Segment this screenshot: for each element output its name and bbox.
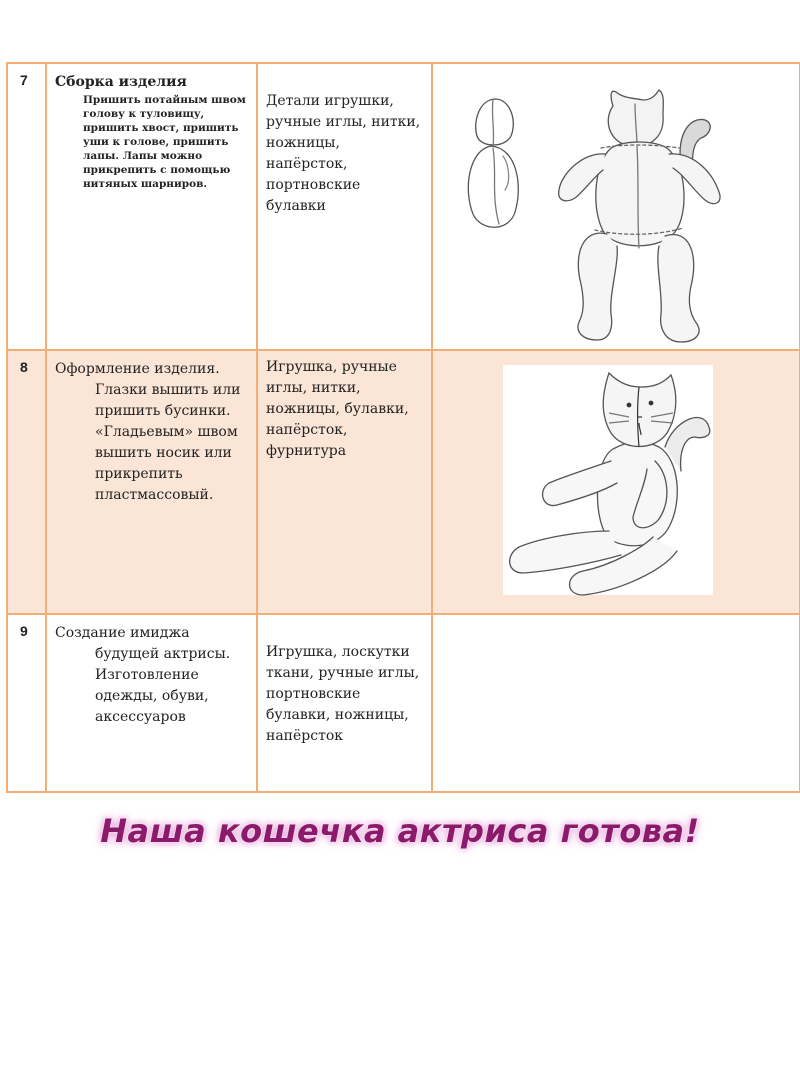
table-row: [7, 63, 800, 350]
step-illustration-cell: [432, 614, 800, 792]
step-description: Глазки вышить или пришить бусинки. «Гладьевым» швом вышить носик или прикрепить пластмассовый.: [95, 382, 241, 503]
step-number-cell: [7, 63, 46, 350]
step-title: Создание имиджа: [55, 625, 190, 641]
step-description: будущей актрисы. Изготовление одежды, обуви, аксессуаров: [95, 646, 231, 725]
step-illustration-cell: [432, 350, 800, 614]
step-number: 9: [20, 623, 28, 639]
step-materials-cell: [257, 614, 432, 792]
step-title: Оформление изделия.: [55, 361, 220, 377]
step-task-cell: [46, 614, 257, 792]
step-description: Пришить потайным швом голову к туловищу, пришить хвост, пришить уши к голове, пришить лапы. Лапы можно прикрепить с помощью нитяных шарниров.: [83, 94, 246, 190]
table-row: [7, 350, 800, 614]
step-number-cell: [7, 614, 46, 792]
closing-caption: Наша кошечка актриса готова!: [100, 812, 700, 850]
step-title: Сборка изделия: [55, 74, 187, 90]
step-materials: Игрушка, ручные иглы, нитки, ножницы, булавки, напёрсток, фурнитура: [266, 359, 409, 459]
sketch-part-bottom: [468, 146, 518, 227]
step-materials-cell: [257, 63, 432, 350]
step-task-cell: [46, 63, 257, 350]
assembly-sketch: [433, 64, 799, 347]
sketch-leg-right: [658, 235, 699, 342]
sketch-leg-left: [578, 233, 617, 340]
finished-cat-sketch: [433, 351, 799, 611]
steps-table: [6, 62, 800, 793]
step-task-cell: [46, 350, 257, 614]
sketch-part-top: [476, 99, 514, 145]
step-number: 8: [20, 359, 28, 375]
step-materials: Детали игрушки, ручные иглы, нитки, ножницы, напёрсток, портновские булавки: [266, 93, 421, 214]
step-materials-cell: [257, 350, 432, 614]
step-materials: Игрушка, лоскутки ткани, ручные иглы, портновские булавки, ножницы, напёрсток: [266, 644, 420, 744]
step-illustration-cell: [432, 63, 800, 350]
step-number-cell: [7, 350, 46, 614]
step-number: 7: [20, 72, 28, 88]
table-row: [7, 614, 800, 792]
